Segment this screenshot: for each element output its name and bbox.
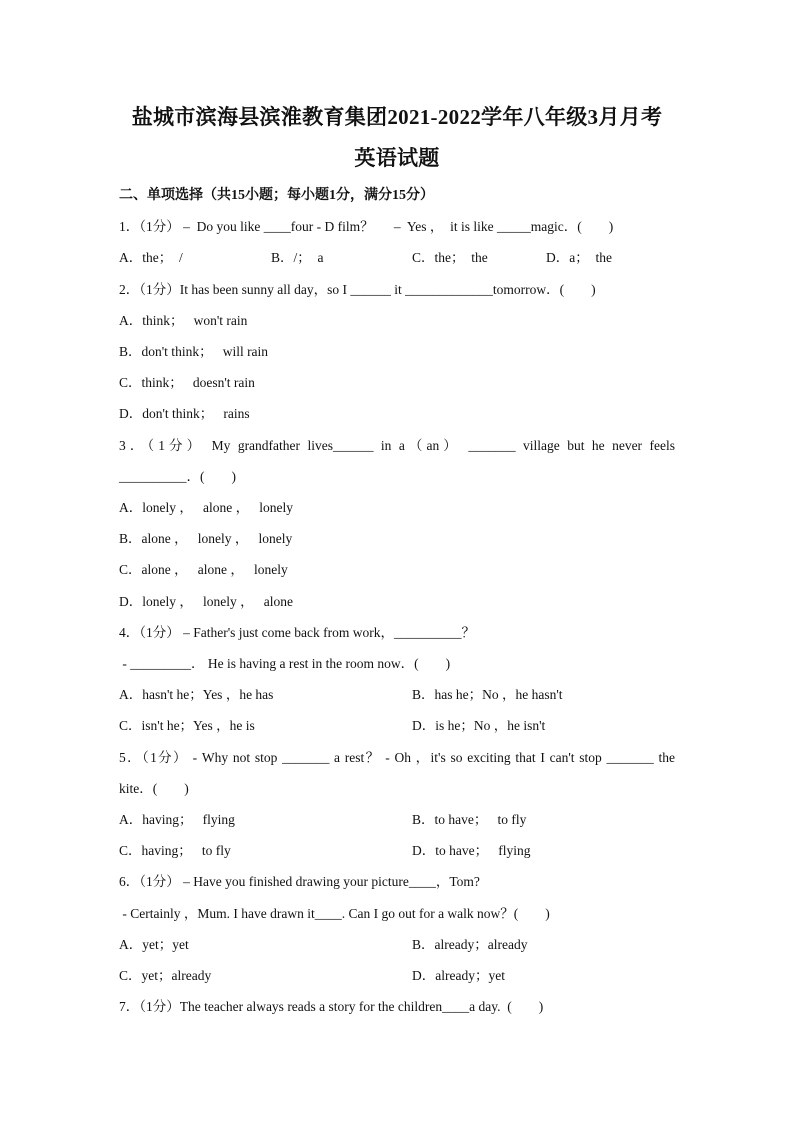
question-2-option-c: C．think； doesn't rain [119, 375, 255, 390]
question-6-stem-line-1: 6．（1分） – Have you finished drawing your picture____，Tom? [119, 874, 480, 889]
question-6-option-a: A．yet；yet [119, 937, 189, 952]
question-4-option-c: C．isn't he；Yes ，he is [119, 718, 255, 733]
question-5-stem-line-2: kite．( ) [119, 781, 189, 796]
section-heading: 二、单项选择（共15小题；每小题1分，满分15分） [119, 188, 434, 203]
document-title: 盐城市滨海县滨淮教育集团2021-2022学年八年级3月月考 [131, 105, 663, 129]
question-1-option-c: C．the； the [412, 250, 488, 265]
question-4-option-b: B．has he；No ，he hasn't [412, 687, 563, 702]
question-3-option-a: A．lonely ， alone ， lonely [119, 500, 293, 515]
question-2-option-d: D．don't think； rains [119, 406, 250, 421]
question-5-option-b: B．to have； to fly [412, 812, 527, 827]
question-4-stem-line-2: - _________． He is having a rest in the room now．( ) [119, 656, 451, 671]
question-6-option-d: D．already；yet [412, 968, 505, 983]
question-2-option-a: A．think； won't rain [119, 313, 248, 328]
question-5-option-c: C．having； to fly [119, 843, 231, 858]
question-4-option-d: D．is he；No ，he isn't [412, 718, 546, 733]
question-3-stem-line-1: 3．（1分） My grandfather lives______ in a（an） _______ village but he never feels [119, 438, 675, 453]
question-3-stem-line-2: __________．( ) [119, 469, 236, 484]
question-6-stem-line-2: - Certainly ，Mum. I have drawn it____. Can I go out for a walk now？( ) [119, 906, 550, 921]
question-3-option-b: B．alone ， lonely ， lonely [119, 531, 293, 546]
question-2-stem: 2．（1分）It has been sunny all day，so I ______ it _____________tomorrow．( ) [119, 282, 596, 297]
question-5-option-a: A．having； flying [119, 812, 235, 827]
question-5-option-d: D．to have； flying [412, 843, 531, 858]
document-subtitle: 英语试题 [354, 146, 440, 170]
question-6-option-c: C．yet；already [119, 968, 212, 983]
question-7-stem: 7．（1分）The teacher always reads a story for the children____a day. ( ) [119, 999, 544, 1014]
question-4-stem-line-1: 4．（1分） – Father's just come back from work，__________？ [119, 625, 476, 640]
question-1-option-a: A．the； / [119, 250, 183, 265]
question-3-option-c: C．alone ， alone ， lonely [119, 562, 288, 577]
question-1-option-d: D．a； the [546, 250, 612, 265]
question-2-option-b: B．don't think； will rain [119, 344, 269, 359]
question-1-option-b: B．/； a [271, 250, 324, 265]
question-1-stem: 1．（1分） – Do you like ____four - D film？ – Yes ， it is like _____magic．( ) [119, 219, 614, 234]
question-3-option-d: D．lonely ， lonely ， alone [119, 594, 293, 609]
question-6-option-b: B．already；already [412, 937, 528, 952]
question-4-option-a: A．hasn't he；Yes ，he has [119, 687, 274, 702]
question-5-stem-line-1: 5．（1分） - Why not stop _______ a rest？ - Oh ，it's so exciting that I can't stop _______ the [119, 750, 675, 765]
